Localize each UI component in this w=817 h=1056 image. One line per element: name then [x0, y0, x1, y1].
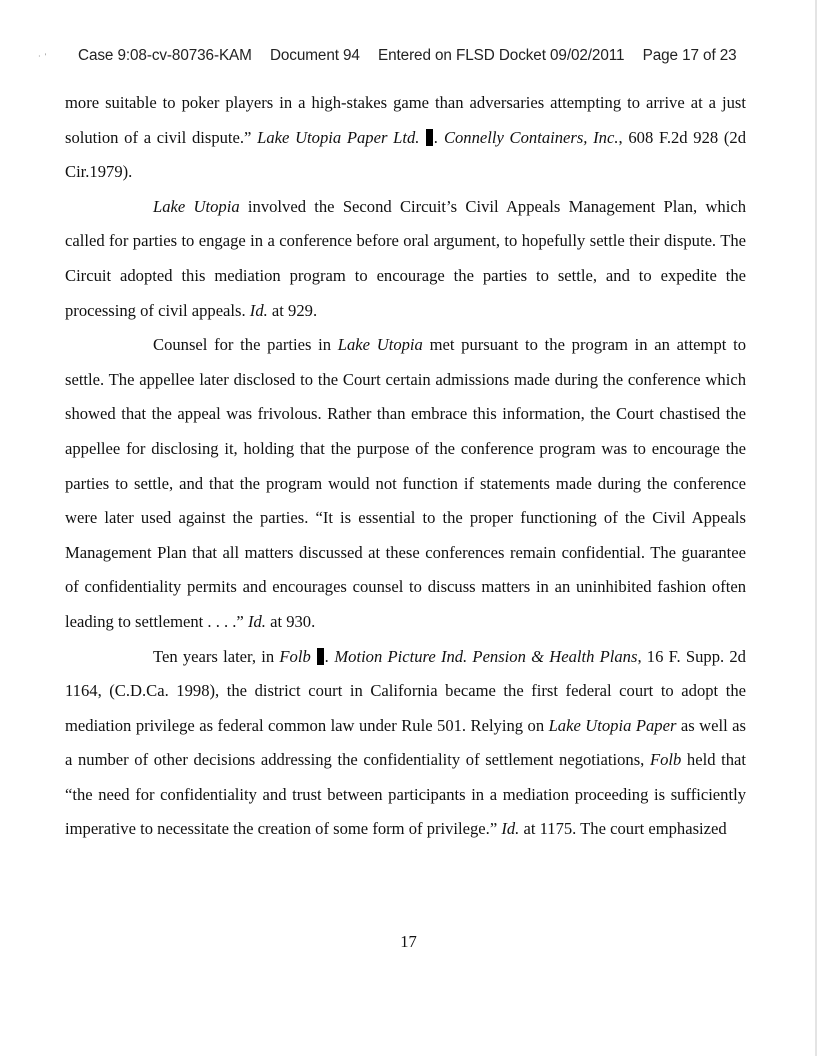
italic-citation: Lake Utopia [153, 196, 240, 216]
text-run: as well as a number of other decisions addressing the confidentiality of settlement negotiations, [65, 715, 746, 770]
italic-citation: Lake Utopia [337, 335, 423, 355]
text-run: at 929. [267, 300, 318, 320]
scan-specks: · ' [38, 52, 47, 61]
italic-citation: Lake Utopia Paper Ltd. [257, 127, 426, 147]
text-run: held that “the need for confidentiality and trust between participants in a mediation proceeding is sufficiently imperative to necessitate the creation of some form of privilege.” [65, 750, 747, 839]
text-run: at 1175. The court emphasized [519, 819, 727, 839]
italic-citation: Folb [279, 646, 316, 666]
italic-citation: Lake Utopia Paper [548, 715, 677, 735]
docket-header [78, 47, 751, 65]
italic-citation: Id. [249, 300, 268, 320]
italic-citation: . Motion Picture Ind. Pension & Health Plans [324, 646, 638, 666]
italic-citation: . Connelly Containers, Inc. [434, 127, 619, 147]
page-number: 17 [400, 932, 417, 951]
page-count: Page 17 of 23 [642, 47, 737, 64]
text-run: more suitable to poker players in a high-stakes game than adversaries attempting to arrive at a just solution of a civil dispute.” [65, 93, 746, 147]
paragraph [65, 86, 746, 190]
document-body [65, 86, 746, 847]
docket-entry: Entered on FLSD Docket 09/02/2011 [378, 47, 625, 64]
document-number: Document 94 [269, 47, 360, 64]
text-run: Ten years later, in [153, 646, 280, 666]
redaction-mark [426, 129, 433, 146]
paragraph [65, 640, 746, 848]
paragraph [65, 190, 746, 328]
case-number: Case 9:08-cv-80736-KAM [78, 47, 252, 64]
italic-citation: Id. [247, 611, 266, 631]
paragraph [65, 328, 746, 639]
text-run: , 608 F.2d 928 (2d Cir.1979). [65, 127, 746, 182]
text-run: at 930. [265, 611, 316, 631]
italic-citation: Id. [501, 819, 520, 839]
text-run: met pursuant to the program in an attempt to settle. The appellee later disclosed to the Court certain admissions made during the conference which showed that the appeal was frivolous. Rather than embrace this information, the Court chastised the appellee for disclosing it, holding that the purpose of the conference program was to encourage the parties to settle, and that the program would not function if statements made during the conference were later used against the parties. “It is essential to the proper functioning of the Civil Appeals Management Plan that all matters discussed at these conferences remain confidential. The guarantee of confidentiality permits and encourages counsel to discuss matters in an uninhibited fashion often leading to settlement . . . .” [65, 335, 746, 631]
text-run: , 16 F. Supp. 2d 1164, (C.D.Ca. 1998), the district court in California became the first federal court to adopt the mediation privilege as federal common law under Rule 501. Relying on [65, 646, 746, 735]
text-run: involved the Second Circuit’s Civil Appeals Management Plan, which called for parties to engage in a conference before oral argument, to hopefully settle their dispute. The Circuit adopted this mediation program to encourage the parties to settle, and to expedite the processing of civil appeals. [65, 196, 746, 320]
text-run: Counsel for the parties in [153, 335, 338, 355]
italic-citation: Folb [649, 750, 682, 770]
redaction-mark [317, 648, 324, 665]
